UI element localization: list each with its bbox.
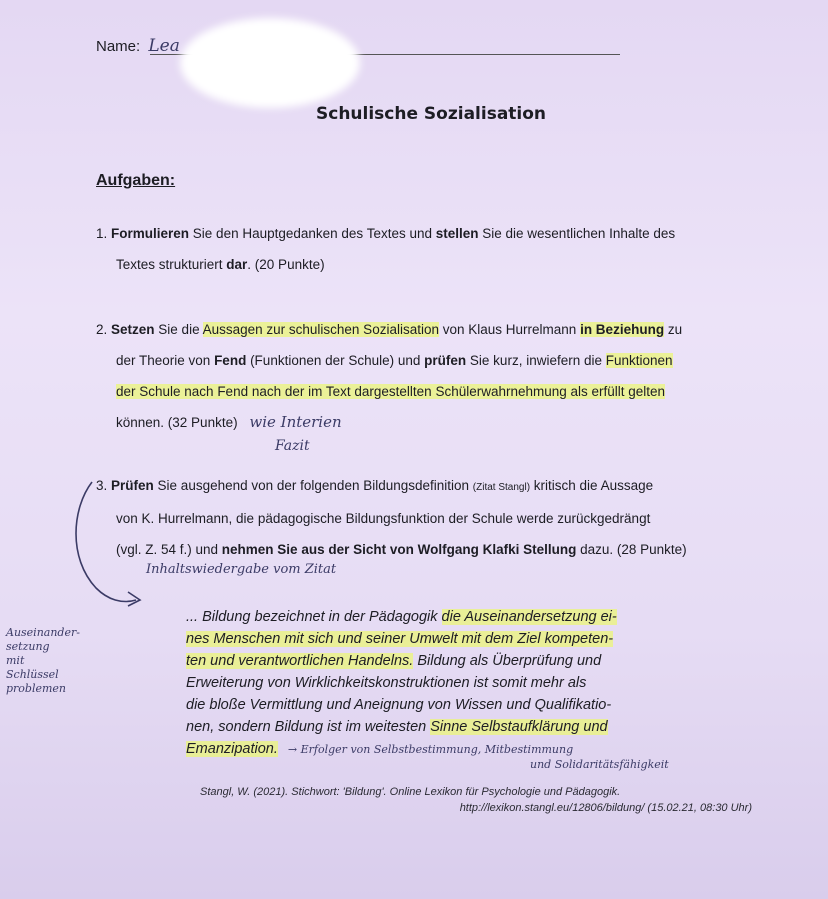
handwritten-note: Inhaltswiedergabe vom Zitat: [146, 562, 337, 577]
task-text: Sie die wesentlichen Inhalte des: [478, 226, 676, 241]
quote-text: nen, sondern Bildung ist im weitesten: [186, 719, 431, 735]
keyword: Setzen: [111, 322, 155, 337]
task-1: [96, 218, 786, 280]
tasks-heading: Aufgaben:: [96, 172, 176, 189]
keyword: in Beziehung: [580, 322, 665, 337]
keyword: Prüfen: [111, 478, 154, 493]
task-text: Sie den Hauptgedanken des Textes und: [189, 226, 436, 241]
highlight: Sinne Selbstaufklärung und: [430, 719, 608, 735]
keyword: Formulieren: [111, 226, 190, 241]
margin-notes: [6, 626, 106, 696]
small-note: (Zitat Stangl): [472, 482, 531, 493]
keyword: dar: [226, 257, 248, 272]
quote-text: Erweiterung von Wirklichkeitskonstruktionen ist somit mehr als: [186, 675, 587, 691]
highlight: Funktionen: [605, 353, 673, 368]
page-title: Schulische Sozialisation: [316, 104, 547, 124]
task-text: von K. Hurrelmann, die pädagogische Bildungsfunktion der Schule werde zurückgedrängt: [116, 511, 651, 526]
quote-text: ... Bildung bezeichnet in der Pädagogik: [186, 609, 442, 625]
keyword: stellen: [435, 226, 479, 241]
margin-note: Schlüssel: [6, 668, 59, 681]
task-3: [96, 470, 796, 565]
task-text: zu: [664, 322, 683, 337]
highlight: ten und verantwortlichen Handelns.: [186, 653, 414, 669]
quote-text: die bloße Vermittlung und Aneignung von Wissen und Qualifikatio-: [186, 697, 612, 713]
margin-note: setzung: [6, 640, 50, 653]
citation: [200, 784, 800, 816]
task-text: . (20 Punkte): [247, 257, 325, 272]
task-text: von Klaus Hurrelmann: [438, 322, 581, 337]
citation-url: http://lexikon.stangl.eu/12806/bildung/ (15.02.21, 08:30 Uhr): [459, 802, 752, 814]
handwritten-note: wie Interien: [249, 413, 342, 431]
keyword: nehmen Sie aus der Sicht von Wolfgang Klafki Stellung: [221, 542, 577, 557]
highlight: die Auseinandersetzung ei-: [441, 609, 617, 625]
bracket-arrow-icon: [62, 478, 162, 618]
task-text: kritisch die Aussage: [530, 478, 654, 493]
margin-note: Auseinander-: [6, 626, 80, 639]
handwritten-note: → Erfolger von Selbstbestimmung, Mitbestimmung: [287, 743, 574, 756]
task-text: (vgl. Z. 54 f.) und: [116, 542, 222, 557]
name-value: Lea: [148, 36, 180, 56]
task-2: [96, 314, 796, 438]
task-text: Sie ausgehend von der folgenden Bildungsdefinition: [153, 478, 473, 493]
quote-text: Bildung als Überprüfung und: [413, 653, 602, 669]
handwritten-note: Fazit: [275, 438, 310, 454]
name-row: [96, 36, 180, 56]
margin-note: mit: [6, 654, 25, 667]
highlight: Aussagen zur schulischen Sozialisation: [202, 322, 439, 337]
quote-block: [186, 606, 766, 761]
task-text: Textes strukturiert: [116, 257, 227, 272]
task-text: Sie kurz, inwiefern die: [466, 353, 606, 368]
highlight: nes Menschen mit sich und seiner Umwelt mit dem Ziel kompeten-: [186, 631, 614, 647]
highlight: der Schule nach Fend nach der im Text dargestellten Schülerwahrnehmung als erfüllt gelten: [116, 384, 666, 399]
task-text: Sie die: [154, 322, 203, 337]
task-number: 1.: [96, 226, 108, 241]
task-text: (Funktionen der Schule) und: [246, 353, 425, 368]
margin-note: problemen: [6, 682, 67, 695]
keyword: Fend: [214, 353, 247, 368]
handwritten-note: und Solidaritätsfähigkeit: [530, 758, 669, 771]
task-text: können. (32 Punkte): [116, 415, 238, 430]
task-number: 2.: [96, 322, 108, 337]
task-text: der Theorie von: [116, 353, 215, 368]
redaction-blob: [180, 18, 360, 108]
task-text: dazu. (28 Punkte): [576, 542, 687, 557]
keyword: prüfen: [424, 353, 467, 368]
highlight: Emanzipation.: [186, 741, 278, 757]
citation-line: Stangl, W. (2021). Stichwort: 'Bildung'. Online Lexikon für Psychologie und Pädagogik.: [200, 786, 621, 798]
name-label: Name:: [96, 38, 141, 55]
task-number: 3.: [96, 478, 108, 493]
